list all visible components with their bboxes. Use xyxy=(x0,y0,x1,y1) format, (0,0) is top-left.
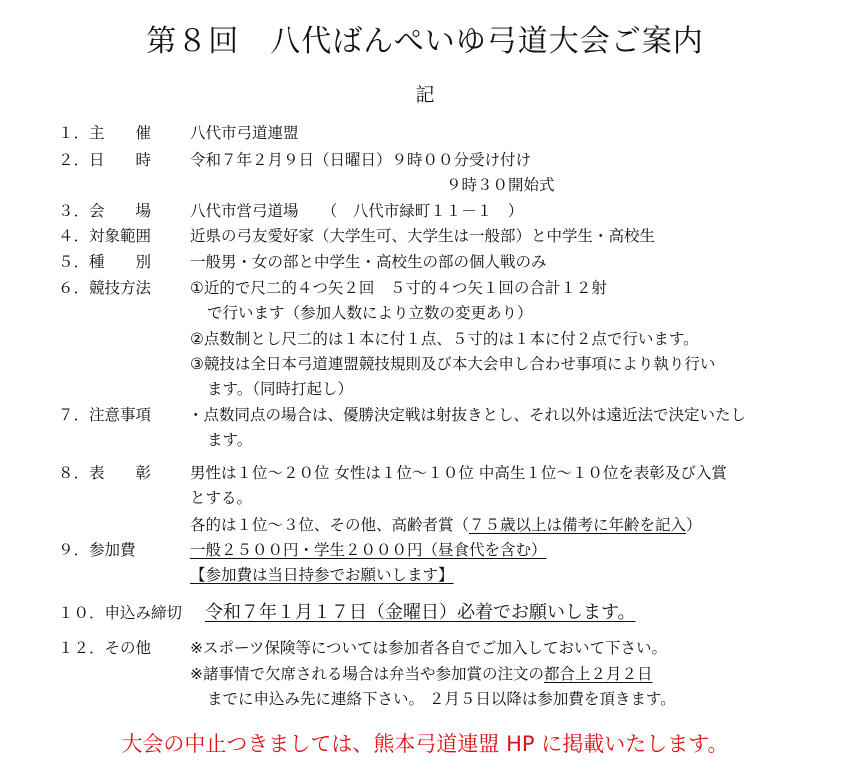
category-text: 一般男・女の部と中学生・高校生の部の個人戦のみ xyxy=(190,253,547,271)
category-label: ５．種 別 xyxy=(58,253,152,271)
method-line1: ①近的で尺二的４つ矢２回 ５寸的４つ矢１回の合計１２射 xyxy=(190,279,607,297)
date-line1: 令和７年２月９日（日曜日）９時００分受け付け xyxy=(190,151,532,169)
other-line3: までに申込み先に連絡下さい。 ２月５日以降は参加費を頂きます。 xyxy=(207,690,676,708)
method-label: ６．競技方法 xyxy=(58,279,152,297)
host-text: 八代市弓道連盟 xyxy=(190,124,299,142)
awards-line3-start: 各的は１位～３位、その他、高齢者賞（ xyxy=(190,516,470,534)
target-label: ４．対象範囲 xyxy=(58,227,152,245)
date-label: ２．日 時 xyxy=(58,151,152,169)
venue-text: 八代市営弓道場 （ 八代市緑町１１－１ ） xyxy=(190,202,524,220)
other-label: １２．その他 xyxy=(58,639,152,657)
notes-line1: ・点数同点の場合は、優勝決定戦は射抜きとし、それ以外は遠近法で決定いたし xyxy=(188,406,747,424)
notes-line2: ます。 xyxy=(207,431,253,449)
fee-label: ９．参加費 xyxy=(58,541,136,559)
awards-label: ８．表 彰 xyxy=(58,464,152,482)
awards-line1: 男性は１位～２０位 女性は１位～１０位 中高生１位～１０位を表彰及び入賞 xyxy=(190,464,727,482)
deadline-label: １０．申込み締切 xyxy=(58,604,183,622)
ki-heading: 記 xyxy=(415,84,435,106)
awards-line3 xyxy=(190,513,702,535)
other-line2-start: ※諸事情で欠席される場合は弁当や参加賞の注文の xyxy=(190,665,544,683)
awards-line2: とする。 xyxy=(190,489,253,507)
awards-age-note: ７５歳以上は備考に年齢を記入 xyxy=(469,516,687,534)
host-label: １．主 催 xyxy=(58,124,152,142)
deadline-text: 令和７年１月１７日（金曜日）必着でお願いします。 xyxy=(205,602,636,623)
fee-line2: 【参加費は当日持参でお願いします】 xyxy=(190,566,454,584)
other-line2 xyxy=(190,662,653,684)
method-line5: ます。（同時打起し） xyxy=(207,380,354,398)
other-line1: ※スポーツ保険等については参加者各自でご加入しておいて下さい。 xyxy=(190,639,668,657)
page-title: 第８回 八代ばんぺいゆ弓道大会ご案内 xyxy=(146,24,704,59)
method-line2: で行います（参加人数により立数の変更あり） xyxy=(207,304,533,322)
date-line2: ９時３０開始式 xyxy=(446,176,555,194)
method-line3: ②点数制とし尺二的は１本に付１点、５寸的は１本に付２点で行います。 xyxy=(190,330,699,348)
fee-line1: 一般２５００円・学生２０００円（昼食代を含む） xyxy=(190,541,547,559)
other-date-note: 都合上２月２日 xyxy=(544,665,653,683)
venue-label: ３．会 場 xyxy=(58,202,152,220)
method-line4: ③競技は全日本弓道連盟競技規則及び本大会申し合わせ事項により執り行い xyxy=(190,355,716,373)
cancellation-notice: 大会の中止つきましては、熊本弓道連盟 HP に掲載いたします。 xyxy=(121,732,729,756)
target-text: 近県の弓友愛好家（大学生可、大学生は一般部）と中学生・高校生 xyxy=(190,227,656,245)
notes-label: ７．注意事項 xyxy=(58,406,152,424)
awards-line3-end: ） xyxy=(686,516,702,534)
